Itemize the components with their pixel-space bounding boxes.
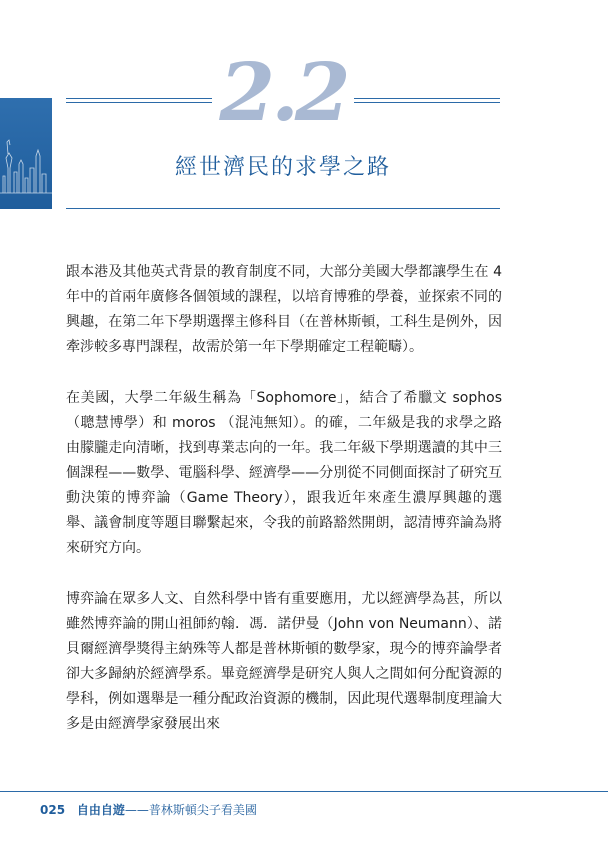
statue-of-liberty-skyline-icon xyxy=(0,98,52,209)
book-title: 自由自遊 xyxy=(76,803,125,817)
footer-rule xyxy=(0,791,608,792)
page-number: 025 xyxy=(40,803,66,817)
chapter-title-rule xyxy=(66,208,500,209)
chapter-number: 2.2 xyxy=(212,44,354,140)
paragraph: 博弈論在眾多人文、自然科學中皆有重要應用，尤以經濟學為甚，所以雖然博弈論的開山祖師約翰．馮．諾伊曼（John von Neumann）、諾貝爾經濟學獎得主納殊等人都是普林斯頓的數學家，現今的博弈論學者卻大多歸納於經濟學系。畢竟經濟學是研究人與人之間如何分配資源的學科，例如選舉是一種分配政治資源的機制，因此現代選舉制度理論大多是由經濟學家發展出來 xyxy=(66,591,502,732)
chapter-side-block xyxy=(0,98,52,209)
paragraph: 跟本港及其他英式背景的教育制度不同，大部分美國大學都讓學生在 4 年中的首兩年廣修各個領域的課程，以培育博雅的學養，並探索不同的興趣，在第二年下學期選擇主修科目（在普林斯頓，工科生是例外，因牽涉較多專門課程，故需於第一年下學期確定工程範疇）。 xyxy=(66,264,502,355)
book-subtitle: ——普林斯頓尖子看美國 xyxy=(124,803,257,817)
chapter-title: 經世濟民的求學之路 xyxy=(174,155,391,180)
paragraph: 在美國，大學二年級生稱為「Sophomore」，結合了希臘文 sophos （聰慧博學）和 moros （混沌無知）。的確，二年級是我的求學之路由朦朧走向清晰，找到專業志向的一年。我二年級下學期選讀的其中三個課程——數學、電腦科學、經濟學——分別從不同側面探討了研究互動決策的博弈論（Game Theory），跟我近年來產生濃厚興趣的選舉、議會制度等題目聯繫起來，令我的前路豁然開朗，認清博弈論為將來研究方向。 xyxy=(66,390,502,556)
body-text xyxy=(66,260,502,763)
page-footer xyxy=(40,801,257,818)
